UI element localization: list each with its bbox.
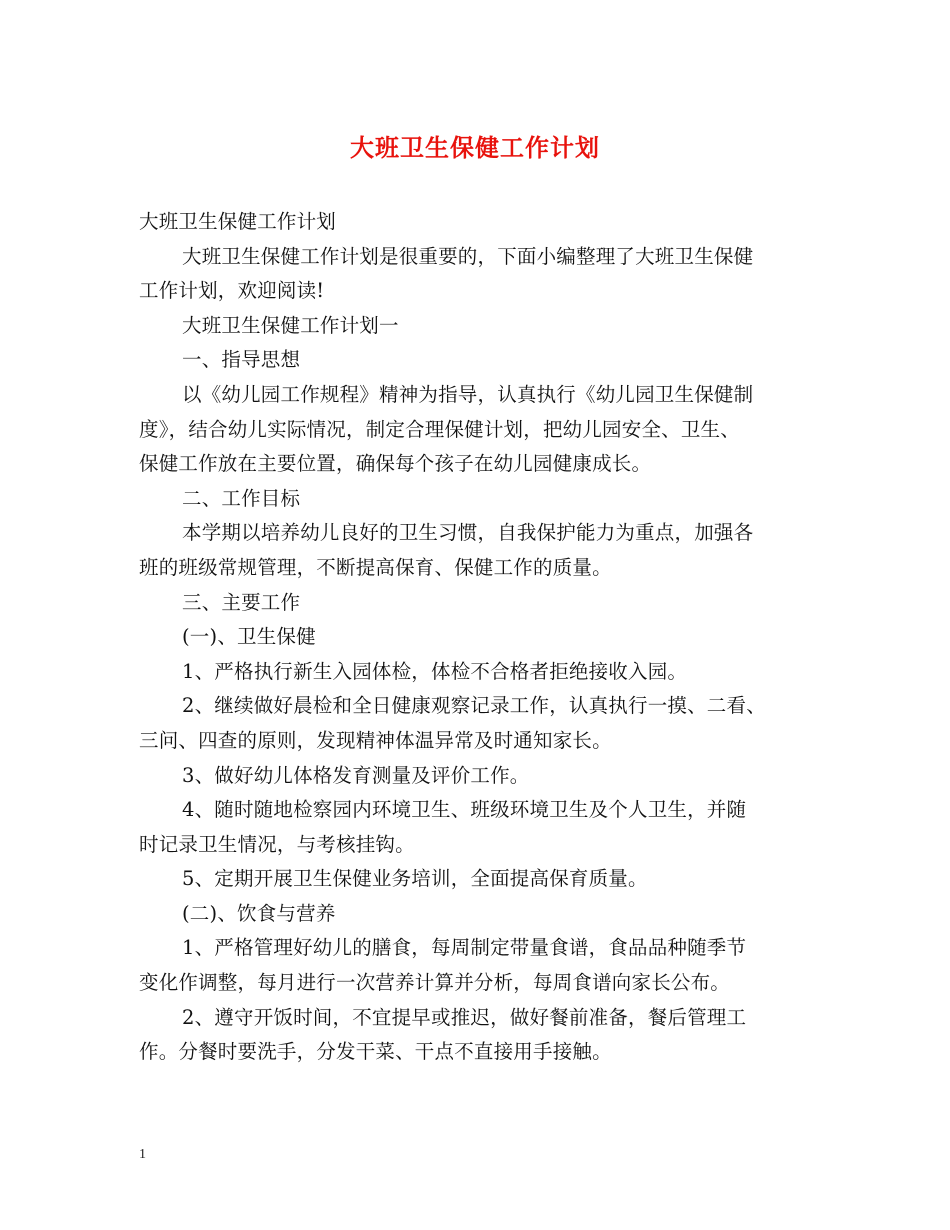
- body-line: 大班卫生保健工作计划: [139, 210, 337, 233]
- section-heading: 二、工作目标: [182, 486, 301, 510]
- body-line: 三问、四查的原则，发现精神体温异常及时通知家长。: [139, 728, 612, 752]
- body-line: 作。分餐时要洗手，分发干菜、干点不直接用手接触。: [139, 1040, 612, 1064]
- body-line: 3、做好幼儿体格发育测量及评价工作。: [182, 763, 530, 787]
- section-heading: 三、主要工作: [182, 590, 301, 614]
- body-line: 1、严格执行新生入园体检，体检不合格者拒绝接收入园。: [182, 659, 688, 683]
- body-line: 大班卫生保健工作计划一: [182, 313, 399, 337]
- body-line: 保健工作放在主要位置，确保每个孩子在幼儿园健康成长。: [139, 452, 652, 476]
- body-line: 2、遵守开饭时间，不宜提早或推迟，做好餐前准备，餐后管理工: [182, 1005, 747, 1029]
- section-heading: 一、指导思想: [182, 348, 301, 372]
- body-line: 工作计划，欢迎阅读!: [139, 279, 325, 303]
- body-line: 2、继续做好晨检和全日健康观察记录工作，认真执行一摸、二看、: [182, 694, 766, 718]
- document-title: 大班卫生保健工作计划: [350, 133, 600, 162]
- body-line: 班的班级常规管理，不断提高保育、保健工作的质量。: [139, 555, 612, 579]
- body-line: 1、严格管理好幼儿的膳食，每周制定带量食谱，食品品种随季节: [182, 936, 747, 960]
- page-number: 1: [139, 1147, 146, 1162]
- body-line: 5、定期开展卫生保健业务培训，全面提高保育质量。: [182, 867, 648, 891]
- body-line: 以《幼儿园工作规程》精神为指导，认真执行《幼儿园卫生保健制: [182, 382, 754, 406]
- body-line: 本学期以培养幼儿良好的卫生习惯，自我保护能力为重点，加强各: [182, 521, 754, 545]
- subsection-heading: (一)、卫生保健: [182, 625, 316, 649]
- document-body: [139, 205, 829, 1070]
- body-line: 4、随时随地检察园内环境卫生、班级环境卫生及个人卫生，并随: [182, 798, 747, 822]
- body-line: 度》，结合幼儿实际情况，制定合理保健计划，把幼儿园安全、卫生、: [139, 417, 740, 441]
- subsection-heading: (二)、饮食与营养: [182, 901, 336, 925]
- body-line: 大班卫生保健工作计划是很重要的，下面小编整理了大班卫生保健: [182, 244, 754, 268]
- body-line: 变化作调整，每月进行一次营养计算并分析，每周食谱向家长公布。: [139, 971, 731, 995]
- body-line: 时记录卫生情况，与考核挂钩。: [139, 832, 415, 856]
